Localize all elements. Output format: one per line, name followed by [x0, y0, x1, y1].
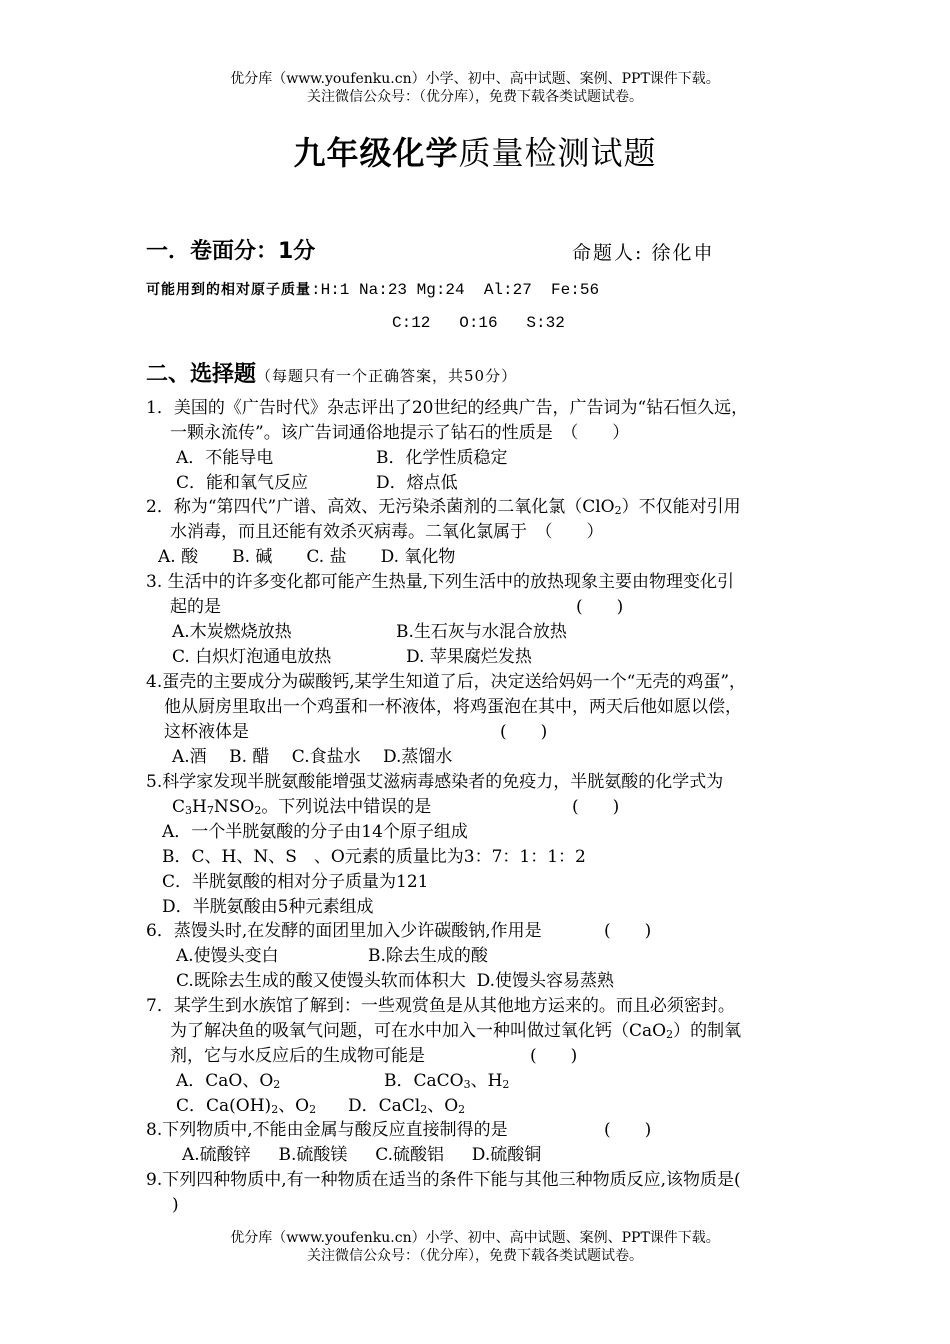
q7-line-2-text: 为了解决鱼的吸氧气问题，可在水中加入一种叫做过氧化钙（CaO [170, 1021, 667, 1041]
q1-option-b: B．化学性质稳定 [376, 448, 508, 468]
q3-line-1: 3. 生活中的许多变化都可能产生热量,下列生活中的放热现象主要由物理变化引 [146, 572, 735, 592]
q7-option-a-sub: 2 [273, 1078, 281, 1091]
q9-line-2: ) [172, 1195, 179, 1215]
q8-line-1: 8.下列物质中,不能由金属与酸反应直接制得的是 [146, 1120, 508, 1140]
footer-line-1: 优分库（www.youfenku.cn）小学、初中、高中试题、案例、PPT课件下载。 [230, 1230, 720, 1246]
q7-answer-paren: ( ) [530, 1046, 578, 1066]
q6-line-1: 6．蒸馒头时,在发酵的面团里加入少许碳酸钠,作用是 [146, 921, 542, 941]
atomic-mass-values-2: C:12 O:16 S:32 [392, 314, 565, 332]
q3-option-a: A.木炭燃烧放热 [172, 622, 292, 642]
q4-line-2: 他从厨房里取出一个鸡蛋和一杯液体，将鸡蛋泡在其中，两天后他如愿以偿， [164, 697, 742, 717]
q4-line-3: 这杯液体是 [164, 722, 249, 742]
q1-line-1: 1．美国的《广告时代》杂志评出了20世纪的经典广告，广告词为“钻石恒久远， [146, 398, 749, 418]
q3-option-c: C. 白炽灯泡通电放热 [172, 647, 332, 667]
q7-option-d [348, 1094, 465, 1118]
q7-option-a-text: A．CaO、O [176, 1071, 274, 1091]
title-light: 质量检测试题 [458, 134, 657, 172]
q2-line-1-text: 2．称为“第四代”广谱、高效、无污染杀菌剂的二氧化氯（ClO [146, 497, 615, 517]
q8-options: A.硫酸锌 B.硫酸镁 C.硫酸铝 D.硫酸铜 [182, 1145, 542, 1165]
section1-heading: 一．卷面分：1分 [146, 239, 316, 264]
q5-formula-nso: NSO [213, 797, 255, 817]
q6-option-b: B.除去生成的酸 [368, 946, 488, 966]
q7-option-c-sub-1: 2 [271, 1103, 279, 1116]
q5-formula-h: H [192, 797, 207, 817]
q7-line-2 [170, 1019, 741, 1043]
q2-line-1-tail: ）不仅能对引用 [621, 497, 741, 517]
q1-option-a: A．不能导电 [176, 448, 274, 468]
q7-option-c [176, 1094, 316, 1118]
section2-heading [146, 357, 517, 388]
q5-sub-2: 2 [254, 804, 262, 817]
q7-option-d-sub-2: 2 [458, 1103, 466, 1116]
q2-line-2: 水消毒，而且还能有效杀灭病毒。二氧化氯属于 （ ） [170, 522, 604, 542]
atomic-mass-label: 可能用到的相对原子质量 [146, 282, 311, 298]
q7-option-c-text: C．Ca(OH) [176, 1096, 272, 1116]
q9-line-1: 9.下列四种物质中,有一种物质在适当的条件下能与其他三种物质反应,该物质是( [146, 1170, 741, 1190]
q3-line-2: 起的是 [170, 597, 221, 617]
q5-option-b: B．C、H、N、S 、O元素的质量比为3：7：1：1：2 [162, 847, 586, 867]
q7-line-3: 剂，它与水反应后的生成物可能是 [170, 1046, 425, 1066]
q5-option-d: D．半胱氨酸由5种元素组成 [162, 897, 374, 917]
q2-subscript: 2 [614, 504, 622, 517]
q2-line-1 [146, 495, 741, 519]
q3-option-b: B.生石灰与水混合放热 [396, 622, 567, 642]
q7-option-b-text: B．CaCO [384, 1071, 464, 1091]
q1-option-d: D．熔点低 [376, 473, 458, 493]
q5-sub-3: 3 [185, 804, 193, 817]
q6-options-cd: C.既除去生成的酸又使馒头软而体积大 D.使馒头容易蒸熟 [176, 971, 615, 991]
section2-note: （每题只有一个正确答案，共50分） [256, 367, 518, 385]
header-line-1: 优分库（www.youfenku.cn）小学、初中、高中试题、案例、PPT课件下载。 [230, 71, 720, 87]
q2-options: A. 酸 B. 碱 C. 盐 D. 氧化物 [158, 547, 456, 567]
q5-formula-c: C [172, 797, 186, 817]
atomic-mass-line-1 [146, 279, 599, 299]
q3-answer-paren: ( ) [576, 597, 624, 617]
author: 命题人: 徐化申 [572, 242, 715, 264]
section2-title: 二、选择题 [146, 362, 257, 387]
q7-option-a [176, 1069, 280, 1093]
page-title [0, 128, 950, 174]
q7-line-1: 7．某学生到水族馆了解到：一些观赏鱼是从其他地方运来的。而且必须密封。 [146, 996, 735, 1016]
q5-answer-paren: ( ) [572, 797, 620, 817]
q7-subscript: 2 [666, 1028, 674, 1041]
q5-sub-7: 7 [206, 804, 214, 817]
header-line-2: 关注微信公众号：（优分库），免费下载各类试题试卷。 [307, 89, 643, 105]
q7-option-d-text-2: 、O [427, 1096, 459, 1116]
q7-option-b-text-2: 、H [470, 1071, 503, 1091]
q7-option-c-text-2: 、O [278, 1096, 310, 1116]
q8-answer-paren: ( ) [604, 1120, 652, 1140]
q1-line-2: 一颗永流传”。该广告词通俗地提示了钻石的性质是 （ ） [170, 423, 630, 443]
footer-line-2: 关注微信公众号：（优分库），免费下载各类试题试卷。 [307, 1248, 643, 1264]
q5-line-2-text: 。下列说法中错误的是 [261, 797, 432, 817]
q7-option-b-sub-2: 2 [502, 1078, 510, 1091]
q1-option-c: C．能和氧气反应 [176, 473, 309, 493]
q4-answer-paren: ( ) [500, 722, 548, 742]
q4-options: A.酒 B. 醋 C.食盐水 D.蒸馏水 [172, 747, 453, 767]
q4-line-1: 4.蛋壳的主要成分为碳酸钙,某学生知道了后，决定送给妈妈一个“无壳的鸡蛋”， [146, 672, 747, 692]
q7-option-b [384, 1069, 509, 1093]
q7-option-c-sub-2: 2 [309, 1103, 317, 1116]
atomic-mass-values-1: :H:1 Na:23 Mg:24 Al:27 Fe:56 [311, 281, 600, 299]
q7-option-b-sub-1: 3 [463, 1078, 471, 1091]
q5-line-2 [172, 795, 431, 819]
q5-option-c: C．半胱氨酸的相对分子质量为121 [162, 872, 429, 892]
q6-answer-paren: ( ) [604, 921, 652, 941]
q3-option-d: D. 苹果腐烂发热 [406, 647, 532, 667]
title-bold: 九年级化学 [293, 134, 459, 172]
q7-line-2-tail: ）的制氧 [673, 1021, 742, 1041]
q5-line-1: 5.科学家发现半胱氨酸能增强艾滋病毒感染者的免疫力，半胱氨酸的化学式为 [146, 772, 724, 792]
q6-option-a: A.使馒头变白 [176, 946, 279, 966]
q7-option-d-text: D．CaCl [348, 1096, 421, 1116]
q5-option-a: A．一个半胱氨酸的分子由14个原子组成 [162, 822, 468, 842]
q7-option-d-sub-1: 2 [420, 1103, 428, 1116]
